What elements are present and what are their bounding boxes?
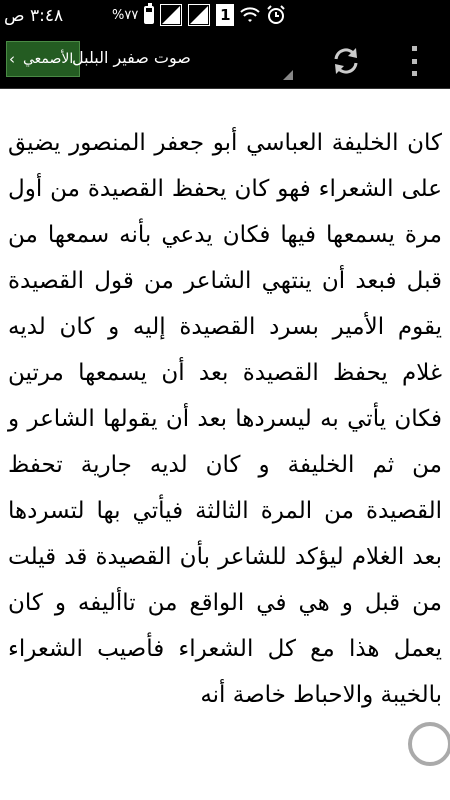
source-button-label: الأصمعي	[23, 51, 74, 67]
app-bar	[0, 32, 450, 89]
signal-icon	[188, 4, 210, 26]
refresh-icon[interactable]	[330, 45, 362, 77]
status-icons	[112, 4, 286, 26]
spinner-indicator-icon[interactable]	[283, 70, 293, 80]
status-bar	[0, 0, 450, 32]
sim-slot-icon: 1	[216, 4, 234, 26]
article-container[interactable]	[0, 88, 450, 800]
poem-title[interactable]: صوت صفير البلبل	[72, 48, 191, 67]
source-button[interactable]	[6, 41, 80, 77]
floating-circle-button[interactable]	[408, 722, 450, 766]
overflow-menu-icon[interactable]	[408, 46, 420, 76]
article-text: كان الخليفة العباسي أبو جعفر المنصور يضيق على الشعراء فهو كان يحفظ القصيدة من أول مرة يسمعها فيها فكان يدعي بأنه سمعها من قبل فبعد أن ينتهي الشاعر من قول القصيدة يقوم الأمير بسرد القصيدة إليه و كان لديه غلام يحفظ القصيدة بعد أن يسمعها مرتين فكان يأتي به ليسردها بعد أن يقولها الشاعر و من ثم الخليفة و كان لديه جارية تحفظ القصيدة من المرة الثالثة فيأتي بها لتسردها بعد الغلام ليؤكد للشاعر بأن القصيدة قد قيلت من قبل و هي في الواقع من تاأليفه و كان يعمل هذا مع كل الشعراء فأصيب الشعراء بالخيبة والاحباط خاصة أنه	[8, 130, 442, 708]
wifi-icon	[240, 6, 260, 24]
signal-icon	[160, 4, 182, 26]
battery-icon	[144, 6, 154, 24]
alarm-icon	[266, 5, 286, 25]
chevron-left-icon: ‹	[9, 50, 15, 68]
status-time: ٣:٤٨ ص	[4, 6, 64, 26]
battery-percent: %٧٧	[112, 7, 139, 23]
